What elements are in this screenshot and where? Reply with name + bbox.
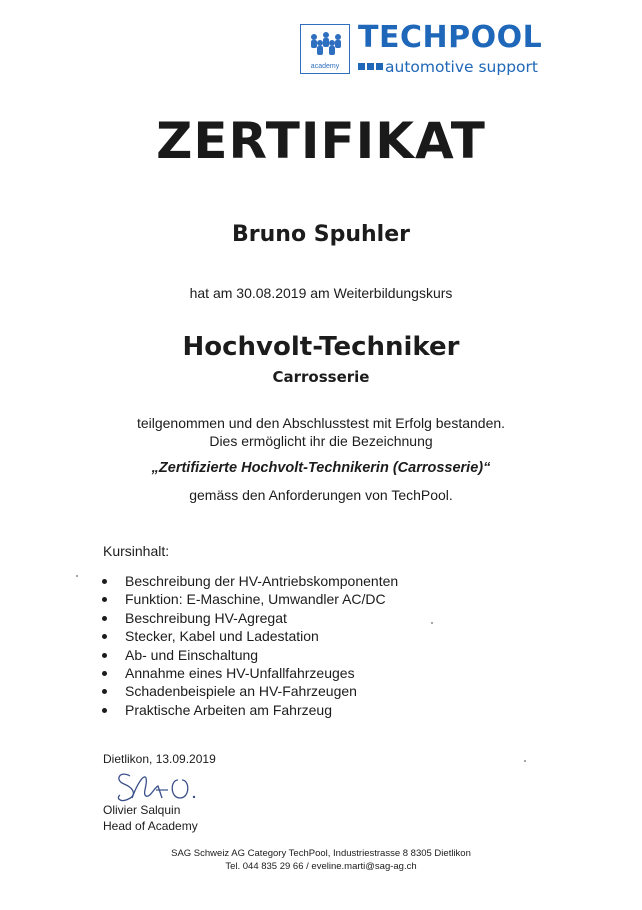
- recipient-name: Bruno Spuhler: [232, 222, 410, 247]
- footer: [0, 847, 642, 873]
- badge-label: academy: [310, 63, 340, 70]
- designation: „Zertifizierte Hochvolt-Technikerin (Carrosserie)“: [151, 460, 491, 476]
- list-item: Praktische Arbeiten am Fahrzeug: [102, 701, 398, 719]
- list-item: Stecker, Kabel und Ladestation: [102, 627, 398, 645]
- list-item: Beschreibung der HV-Antriebskomponenten: [102, 572, 398, 590]
- list-item: Ab- und Einschaltung: [102, 646, 398, 664]
- signer-block: [103, 802, 198, 834]
- academy-badge: [300, 24, 350, 74]
- course-contents-label: Kursinhalt:: [103, 543, 170, 559]
- list-item: Schadenbeispiele an HV-Fahrzeugen: [102, 682, 398, 700]
- place-date: Dietlikon, 13.09.2019: [103, 752, 216, 766]
- certificate-title: ZERTIFIKAT: [156, 112, 486, 170]
- brand-tagline: automotive support: [358, 58, 538, 76]
- scan-speck: [431, 622, 433, 624]
- list-item: Annahme eines HV-Unfallfahrzeuges: [102, 664, 398, 682]
- course-name: Hochvolt-Techniker: [182, 332, 460, 362]
- signer-name: Olivier Salquin: [103, 803, 181, 817]
- list-item: Funktion: E-Maschine, Umwandler AC/DC: [102, 590, 398, 608]
- people-group-icon: [305, 29, 347, 59]
- course-subtitle: Carrosserie: [272, 368, 370, 386]
- course-contents-list: [102, 572, 398, 719]
- result-line-1: teilgenommen und den Abschlusstest mit Erfolg bestanden.: [136, 415, 506, 431]
- signer-title: Head of Academy: [103, 819, 198, 833]
- brand-name: TECHPOOL: [358, 20, 543, 55]
- footer-contact: Tel. 044 835 29 66 / eveline.marti@sag-ag.ch: [225, 861, 417, 872]
- list-item: Beschreibung HV-Agregat: [102, 609, 398, 627]
- scan-speck: [76, 575, 78, 577]
- result-line-2: Dies ermöglicht ihr die Bezeichnung: [209, 433, 433, 449]
- requirements-line: gemäss den Anforderungen von TechPool.: [189, 487, 453, 503]
- techpool-logo: [300, 20, 600, 80]
- scan-speck: [524, 760, 526, 762]
- intro-line: hat am 30.08.2019 am Weiterbildungskurs: [189, 285, 453, 301]
- footer-address: SAG Schweiz AG Category TechPool, Industriestrasse 8 8305 Dietlikon: [171, 848, 471, 859]
